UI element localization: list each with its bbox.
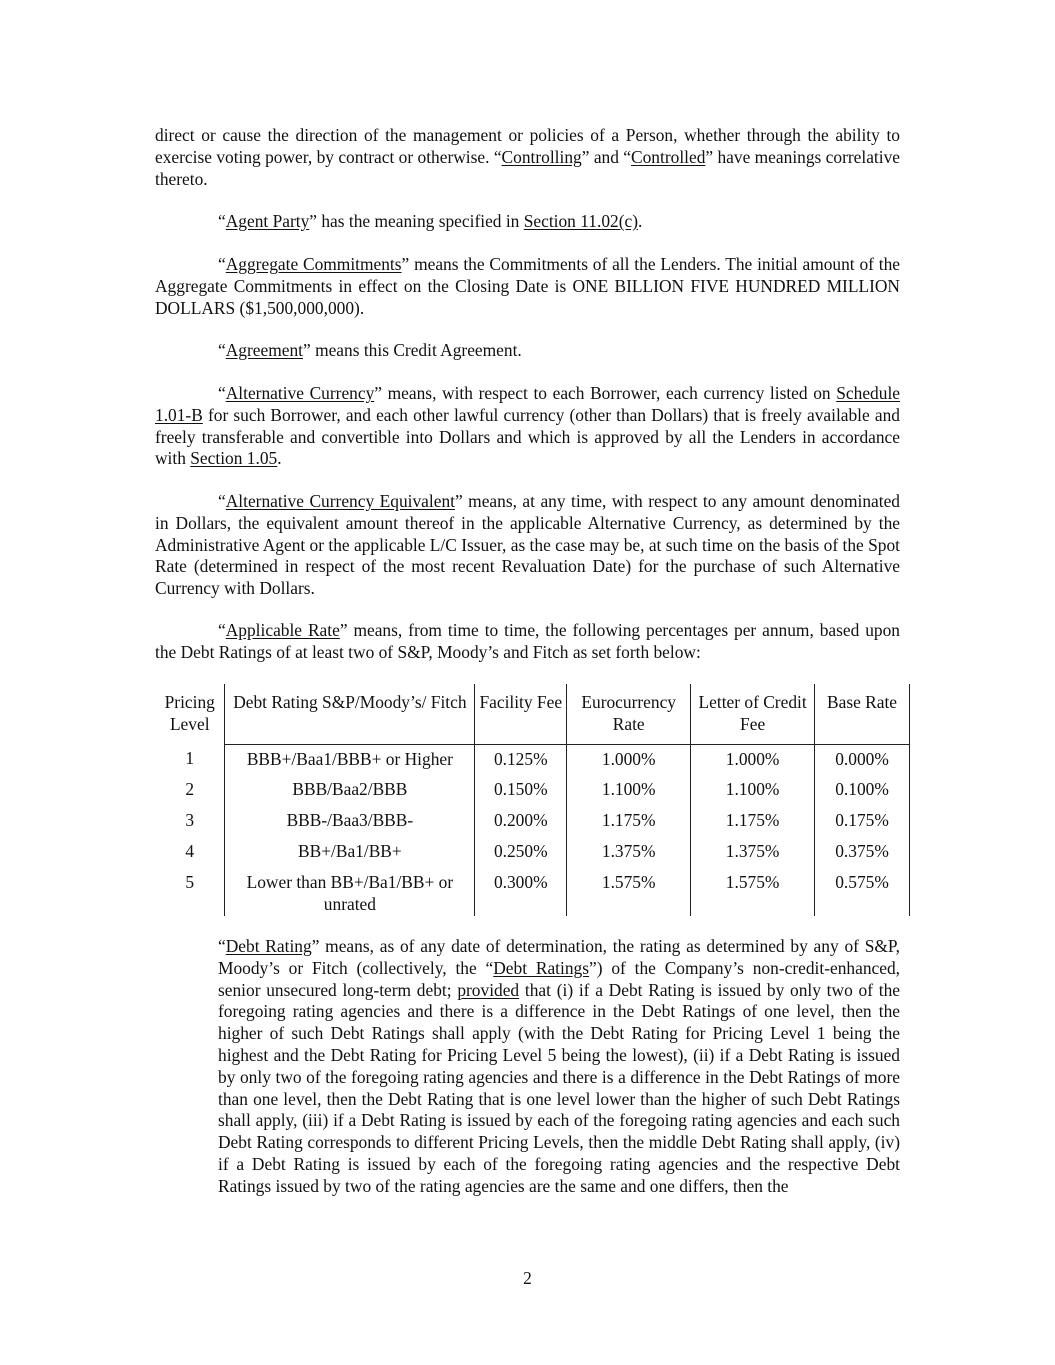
defined-term: Agreement bbox=[225, 340, 303, 360]
table-row bbox=[155, 837, 910, 868]
section-reference: Section 11.02(c) bbox=[523, 211, 639, 231]
header-base-rate: Base Rate bbox=[815, 684, 910, 744]
cell-level: 5 bbox=[155, 868, 225, 916]
cell-debt-rating: BBB-/Baa3/BBB- bbox=[225, 806, 475, 837]
cell-letter-of-credit-fee: 1.375% bbox=[691, 837, 815, 868]
cell-debt-rating: BBB+/Baa1/BBB+ or Higher bbox=[225, 744, 475, 775]
open-quote: “ bbox=[218, 211, 226, 231]
cell-base-rate: 0.575% bbox=[815, 868, 910, 916]
cell-base-rate: 0.000% bbox=[815, 744, 910, 775]
text: ” means this Credit Agreement. bbox=[303, 340, 522, 360]
provided-term: provided bbox=[457, 979, 520, 1000]
defined-term: Controlling bbox=[501, 146, 582, 167]
definition-agent-party bbox=[155, 211, 900, 233]
cell-eurocurrency-rate: 1.100% bbox=[567, 775, 691, 806]
text: ” means, as of any date of determination, the rating as determined by any of S&P, Moody’s or Fitch (collectively, the “ bbox=[218, 936, 900, 978]
cell-base-rate: 0.100% bbox=[815, 775, 910, 806]
open-quote: “ bbox=[218, 254, 226, 274]
definition-applicable-rate bbox=[155, 620, 900, 664]
text: ”) of the Company’s non-credit-enhanced, senior unsecured long-term debt; bbox=[218, 957, 900, 1000]
defined-term: Alternative Currency bbox=[225, 383, 375, 403]
cell-eurocurrency-rate: 1.175% bbox=[567, 806, 691, 837]
section-reference: Section 1.05 bbox=[190, 448, 278, 469]
cell-facility-fee: 0.250% bbox=[475, 837, 567, 868]
cell-facility-fee: 0.300% bbox=[475, 868, 567, 916]
cell-eurocurrency-rate: 1.000% bbox=[567, 744, 691, 775]
page-number: 2 bbox=[523, 1268, 532, 1288]
paragraph-control-tail bbox=[155, 125, 900, 190]
header-facility-fee: Facility Fee bbox=[475, 684, 567, 744]
cell-base-rate: 0.175% bbox=[815, 806, 910, 837]
text: ” and “ bbox=[581, 146, 632, 167]
text: ” means the Commitments of all the Lenders. The initial amount of the Aggregate Commitments in effect on the Closing Date is ONE BILLION FIVE HUNDRED MILLION DOLLARS ($1,500,000,000). bbox=[155, 254, 901, 318]
definition-debt-rating bbox=[218, 936, 900, 1198]
cell-letter-of-credit-fee: 1.175% bbox=[691, 806, 815, 837]
open-quote: “ bbox=[218, 936, 226, 956]
defined-term: Alternative Currency Equivalent bbox=[225, 491, 455, 511]
cell-level: 1 bbox=[155, 744, 225, 775]
cell-debt-rating: BB+/Ba1/BB+ bbox=[225, 837, 475, 868]
pricing-table-header bbox=[155, 684, 910, 744]
text: . bbox=[277, 448, 282, 469]
defined-term: Debt Ratings bbox=[493, 957, 590, 978]
definition-alternative-currency-equivalent bbox=[155, 491, 900, 600]
cell-debt-rating: BBB/Baa2/BBB bbox=[225, 775, 475, 806]
defined-term: Debt Rating bbox=[225, 936, 312, 956]
text: . bbox=[638, 211, 643, 231]
cell-facility-fee: 0.125% bbox=[475, 744, 567, 775]
cell-letter-of-credit-fee: 1.000% bbox=[691, 744, 815, 775]
open-quote: “ bbox=[218, 620, 226, 640]
defined-term: Controlled bbox=[631, 146, 706, 167]
table-row bbox=[155, 806, 910, 837]
cell-eurocurrency-rate: 1.575% bbox=[567, 868, 691, 916]
cell-level: 3 bbox=[155, 806, 225, 837]
defined-term: Applicable Rate bbox=[225, 620, 340, 640]
definition-aggregate-commitments bbox=[155, 254, 900, 319]
cell-level: 2 bbox=[155, 775, 225, 806]
text: direct or cause the direction of the management or policies of a Person, whether through the ability to exercise voting power, by contract or otherwise. “ bbox=[155, 125, 900, 167]
cell-eurocurrency-rate: 1.375% bbox=[567, 837, 691, 868]
definition-alternative-currency bbox=[155, 383, 900, 470]
cell-letter-of-credit-fee: 1.575% bbox=[691, 868, 815, 916]
cell-base-rate: 0.375% bbox=[815, 837, 910, 868]
header-debt-rating: Debt Rating S&P/Moody’s/ Fitch bbox=[225, 684, 475, 744]
cell-letter-of-credit-fee: 1.100% bbox=[691, 775, 815, 806]
open-quote: “ bbox=[218, 383, 226, 403]
cell-debt-rating: Lower than BB+/Ba1/BB+ or unrated bbox=[225, 868, 475, 916]
text: ” means, at any time, with respect to any amount denominated in Dollars, the equivalent amount thereof in the applicable Alternative Currency, as determined by the Administrative Agent or the applicable L/C Issuer, as the case may be, at such time on the basis of the Spot Rate (determined in respect of the most recent Revaluation Date) for the purchase of such Alternative Currency with Dollars. bbox=[155, 491, 900, 599]
text: ” means, with respect to each Borrower, each currency listed on bbox=[374, 383, 837, 403]
defined-term: Aggregate Commitments bbox=[225, 254, 402, 274]
text: ” means, from time to time, the following percentages per annum, based upon the Debt Ratings of at least two of S&P, Moody’s and Fitch as set forth below: bbox=[155, 620, 901, 662]
schedule-reference: Schedule 1.01-B bbox=[155, 383, 900, 425]
header-pricing-level: Pricing Level bbox=[155, 684, 225, 744]
text: ” has the meaning specified in bbox=[309, 211, 524, 231]
table-row bbox=[155, 775, 910, 806]
table-row bbox=[155, 868, 910, 916]
text: that (i) if a Debt Rating is issued by only two of the foregoing rating agencies and there is a difference in the Debt Ratings of one level, then the higher of such Debt Ratings shall apply (with the Debt Rating for Pricing Level 1 being the highest and the Debt Rating for Pricing Level 5 being the lowest), (ii) if a Debt Rating is issued by only two of the foregoing rating agencies and there is a difference in the Debt Ratings of more than one level, then the Debt Rating that is one level lower than the higher of such Debt Ratings shall apply, (iii) if a Debt Rating is issued by each of the foregoing rating agencies and each such Debt Rating corresponds to different Pricing Levels, then the middle Debt Rating shall apply, (iv) if a Debt Rating is issued by each of the foregoing rating agencies and the respective Debt Ratings issued by two of the rating agencies are the same and one differs, then the bbox=[218, 979, 900, 1196]
open-quote: “ bbox=[218, 491, 226, 511]
definition-agreement bbox=[155, 340, 900, 362]
defined-term: Agent Party bbox=[225, 211, 310, 231]
pricing-table bbox=[155, 684, 910, 916]
cell-facility-fee: 0.150% bbox=[475, 775, 567, 806]
text: for such Borrower, and each other lawful currency (other than Dollars) that is freely available and freely transferable and convertible into Dollars and which is approved by all the Lenders in accordance with bbox=[155, 404, 900, 469]
open-quote: “ bbox=[218, 340, 226, 360]
table-row bbox=[155, 744, 910, 775]
cell-facility-fee: 0.200% bbox=[475, 806, 567, 837]
cell-level: 4 bbox=[155, 837, 225, 868]
header-eurocurrency-rate: Eurocurrency Rate bbox=[567, 684, 691, 744]
header-letter-of-credit-fee: Letter of Credit Fee bbox=[691, 684, 815, 744]
text: ” have meanings correlative thereto. bbox=[155, 146, 901, 189]
